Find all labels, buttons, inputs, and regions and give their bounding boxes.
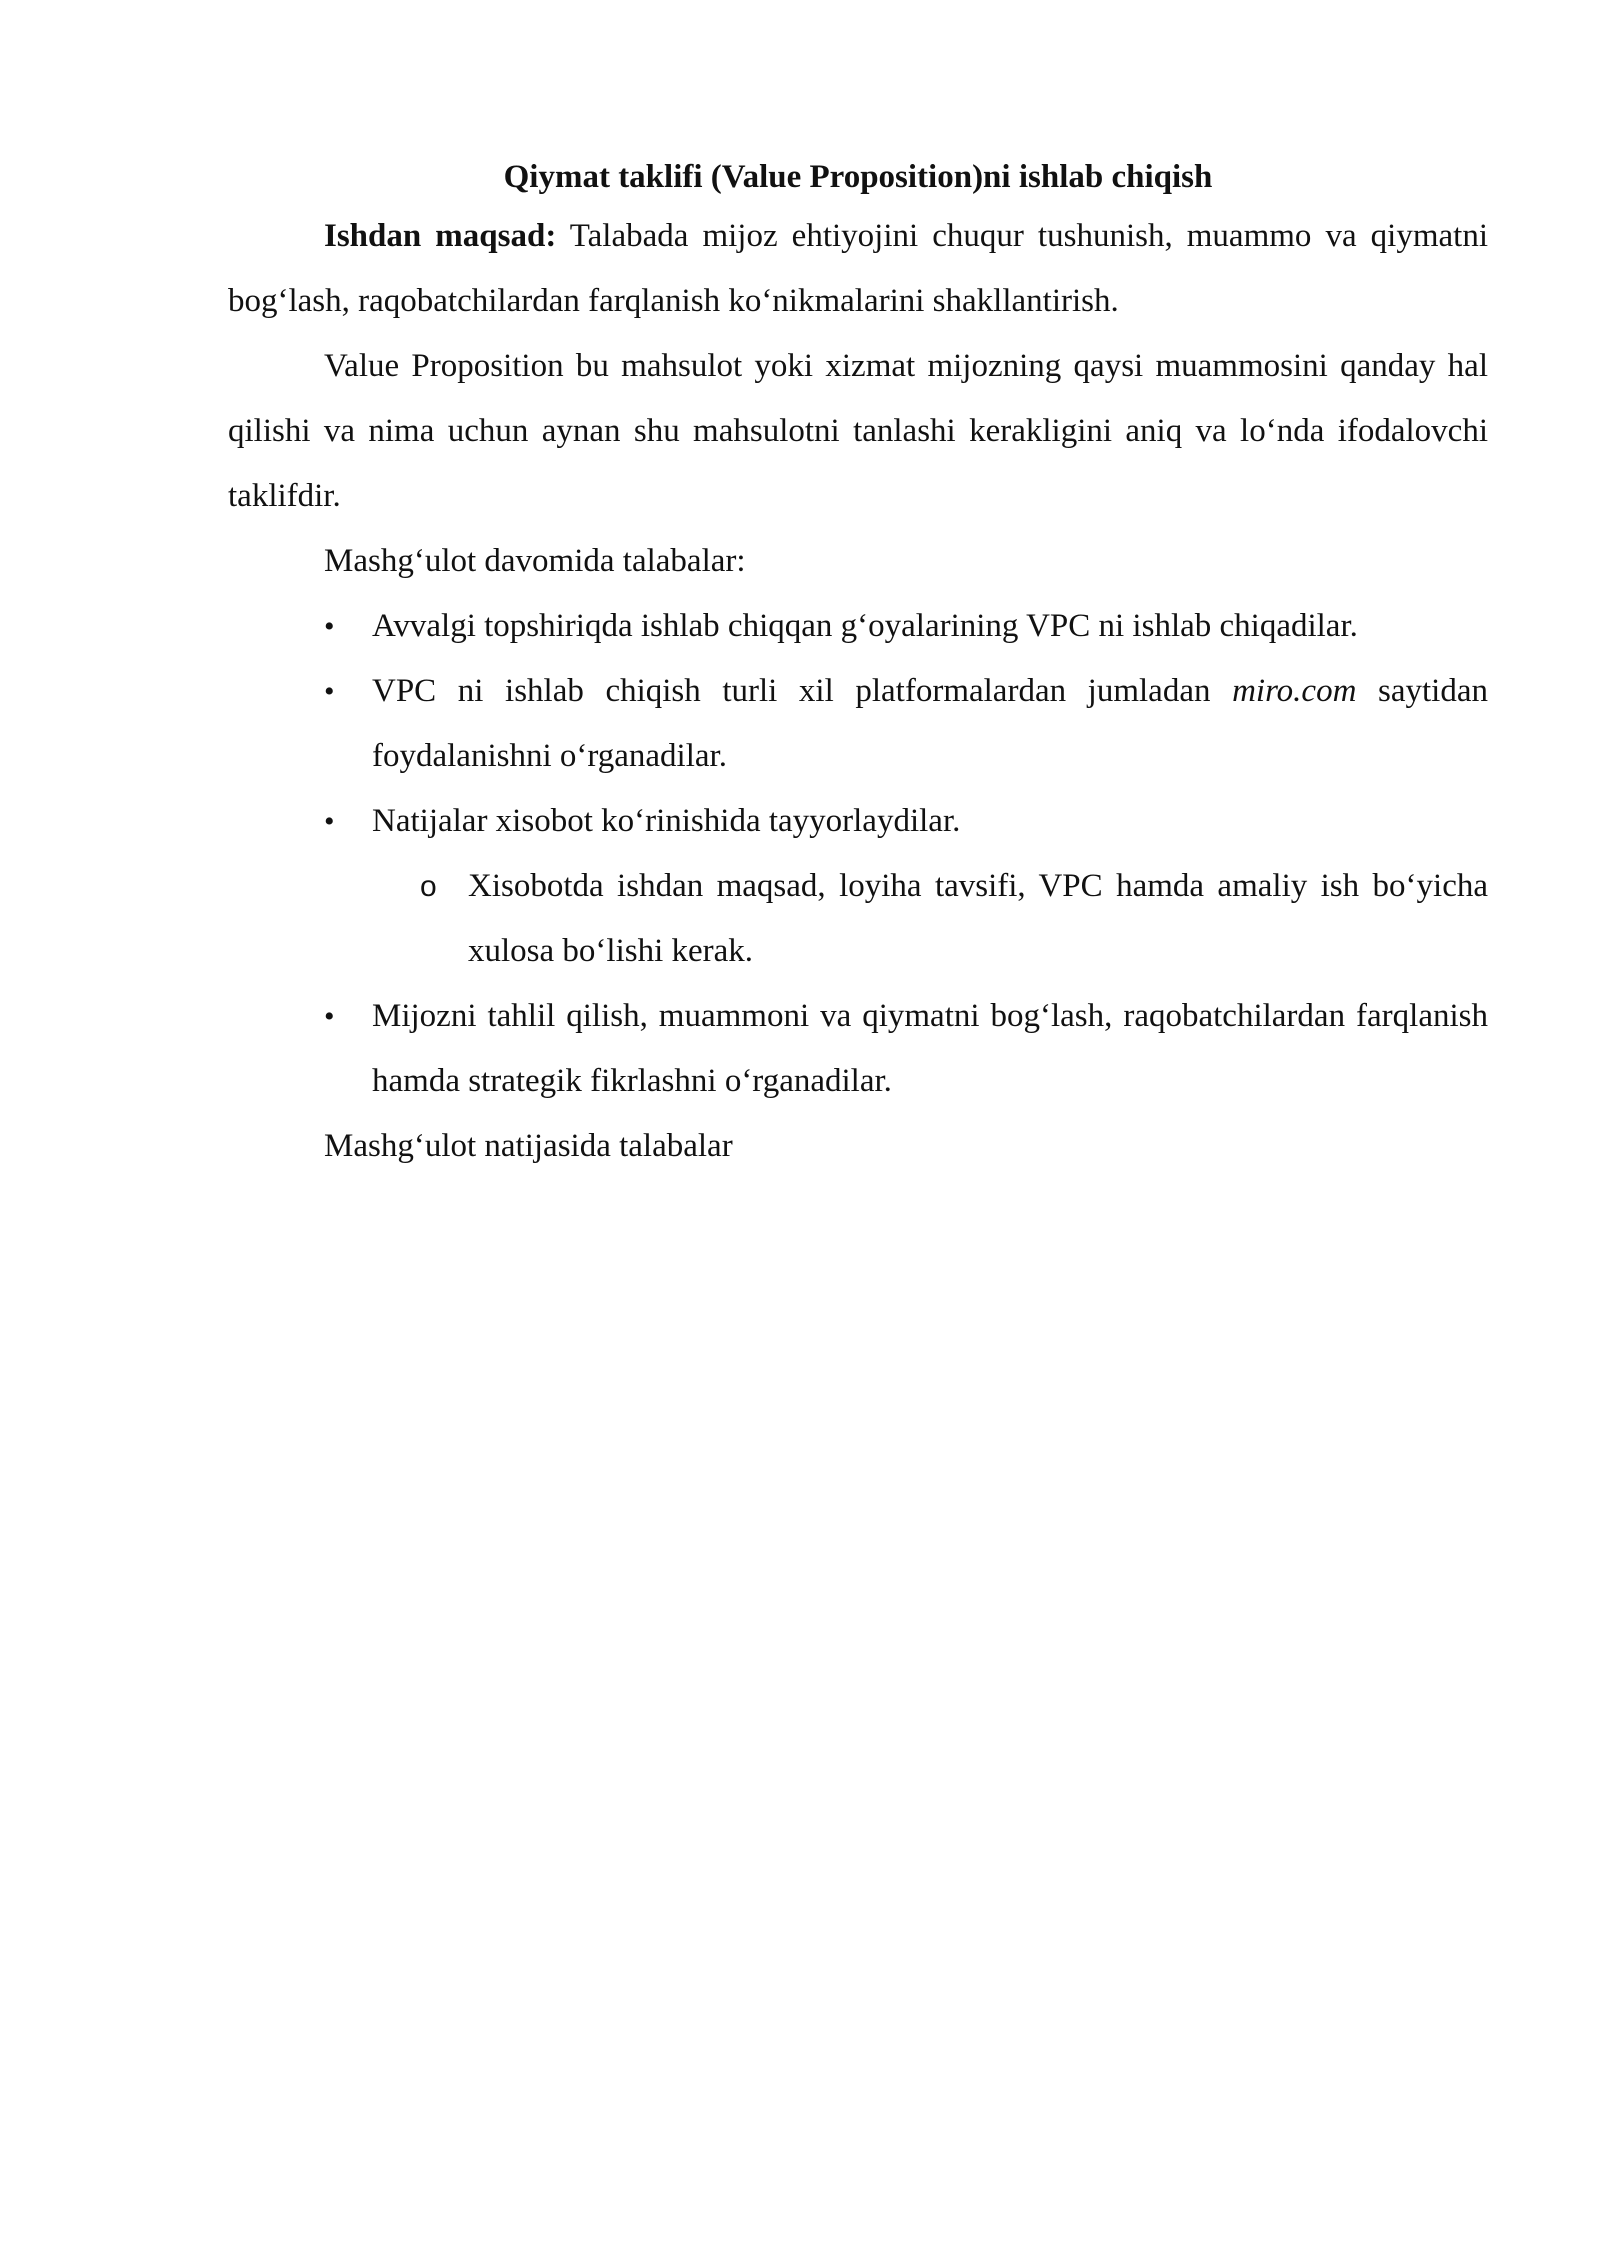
list-item-text: Avvalgi topshiriqda ishlab chiqqan g‘oyalarining VPC ni ishlab chiqadilar. [372, 608, 1358, 644]
task-list [228, 594, 1488, 1114]
document-title: Qiymat taklifi (Value Proposition)ni ishlab chiqish [503, 159, 1213, 195]
definition-paragraph: Value Proposition bu mahsulot yoki xizmat mijozning qaysi muammosini qanday hal qilishi va nima uchun aynan shu mahsulotni tanlashi kerakligini aniq va lo‘nda ifodalovchi taklifdir. [228, 348, 1488, 514]
list-item [324, 789, 1488, 984]
sub-list-item [420, 854, 1488, 984]
list-item-text: Natijalar xisobot ko‘rinishida tayyorlaydilar. [372, 803, 961, 839]
goal-paragraph [228, 204, 1488, 334]
list-item [324, 984, 1488, 1114]
bullet-icon: • [324, 610, 335, 643]
bullet-icon: • [324, 675, 335, 708]
list-item-text: saytidan foydalanishni o‘rganadilar. [372, 673, 1488, 774]
goal-label: Ishdan maqsad: [324, 218, 557, 254]
list-item-text: VPC ni ishlab chiqish turli xil platformalardan jumladan [372, 673, 1233, 709]
document-page [228, 150, 1488, 1179]
bullet-icon: • [324, 1000, 335, 1033]
list-item [324, 659, 1488, 789]
sub-list-item-text: Xisobotda ishdan maqsad, loyiha tavsifi, VPC hamda amaliy ish bo‘yicha xulosa bo‘lishi kerak. [468, 868, 1488, 969]
miro-link-text: miro.com [1232, 673, 1357, 709]
bullet-icon: • [324, 805, 335, 838]
list-item-text: Mijozni tahlil qilish, muammoni va qiymatni bog‘lash, raqobatchilardan farqlanish hamda strategik fikrlashni o‘rganadilar. [372, 998, 1488, 1099]
circle-bullet-icon: o [420, 870, 437, 903]
closing-paragraph: Mashg‘ulot natijasida talabalar [324, 1128, 733, 1164]
goal-text: Talabada mijoz ehtiyojini chuqur tushunish, muammo va qiymatni bog‘lash, raqobatchilardan farqlanish ko‘nikmalarini shakllantirish. [228, 218, 1488, 319]
list-item [324, 594, 1488, 659]
intro-paragraph: Mashg‘ulot davomida talabalar: [324, 543, 746, 579]
sub-list [372, 854, 1488, 984]
